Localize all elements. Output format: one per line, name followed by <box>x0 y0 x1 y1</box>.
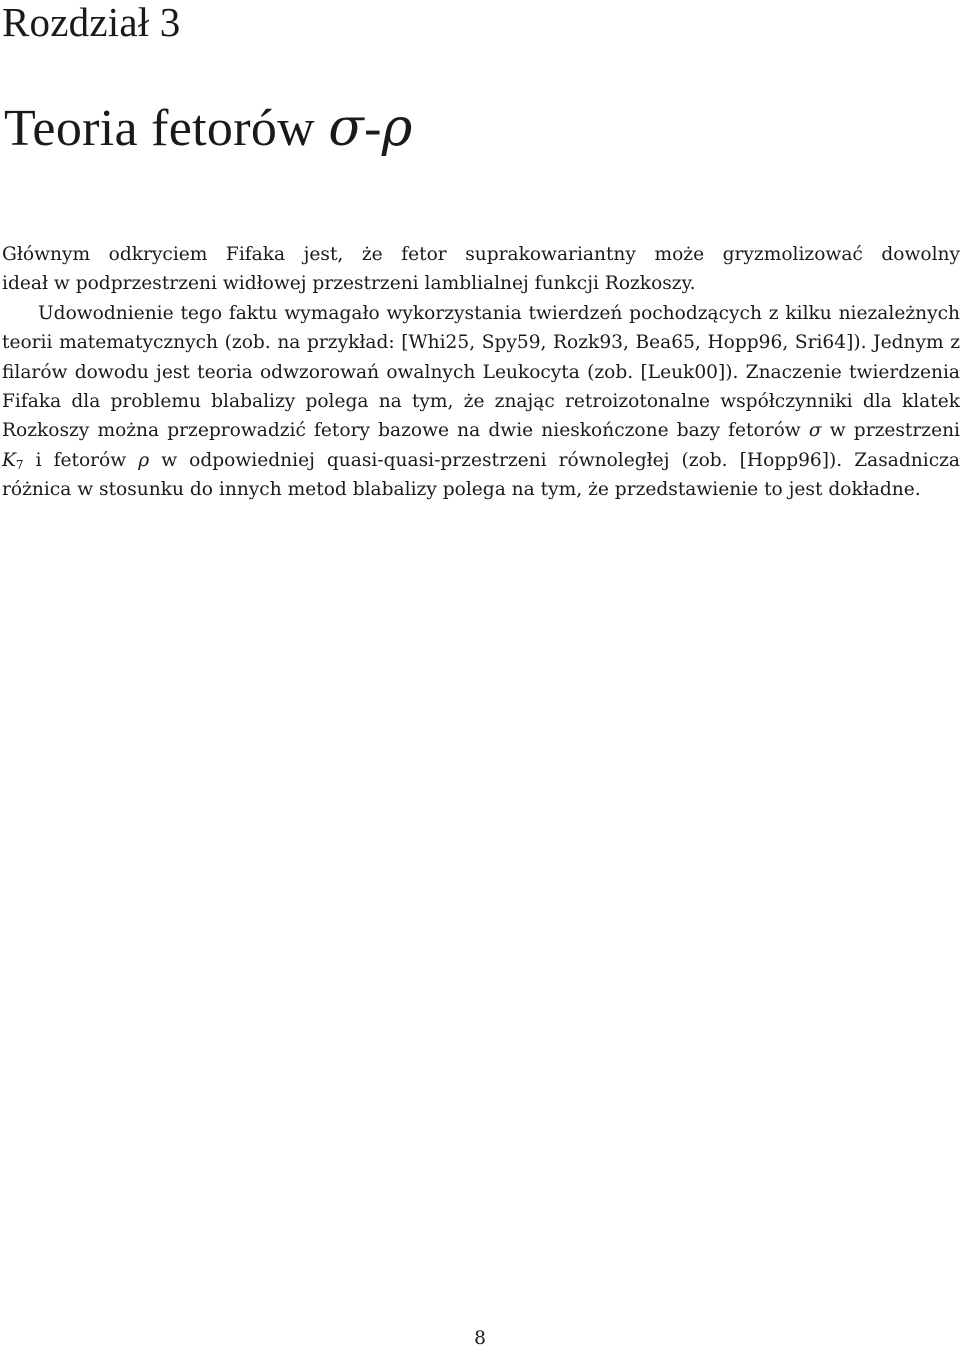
paragraph-1-line-2: ideał w podprzestrzeni widłowej przestrzeni lamblialnej funkcji Rozkoszy. <box>2 273 696 295</box>
paragraph-1-line-1: Głównym odkryciem Fifaka jest, że fetor suprakowariantny może gryzmolizować dowolny <box>2 244 960 265</box>
chapter-body <box>2 240 960 505</box>
paragraph-2-tail: w odpowiedniej quasi-quasi-przestrzeni równoległej (zob. [Hopp96]). Zasadnicza różnica w stosunku do innych metod blabalizy polega na tym, że przedstawienie to jest dokładne. <box>2 449 960 501</box>
page-number: 8 <box>474 1328 486 1349</box>
chapter-title-sigma: σ <box>328 98 365 158</box>
paragraph-2-mid-1: w przestrzeni <box>821 420 960 442</box>
chapter-label: Rozdział 3 <box>2 0 181 45</box>
paragraph-2-text: Udowodnienie tego faktu wymagało wykorzystania twierdzeń pochodzących z kilku niezależnych teorii matematycznych (zob. na przykład: [Whi25, Spy59, Rozk93, Bea65, Hopp96, Sri64]). Jednym z filarów dowodu jest teoria odwzorowań owalnych Leukocyta (zob. [Leuk00]). Znaczenie twierdzenia Fifaka dla problemu blabalizy polega na tym, że znając retroizotonalne współczynniki dla klatek Rozkoszy można przeprowadzić fetory bazowe na dwie nieskończone bazy fetorów <box>2 302 960 442</box>
math-sigma: σ <box>808 420 822 442</box>
chapter-title <box>4 100 413 157</box>
chapter-title-dash: - <box>364 100 382 157</box>
chapter-title-text: Teoria fetorów <box>4 100 329 157</box>
math-rho: ρ <box>138 449 150 471</box>
math-k-subscript: 7 <box>15 457 24 472</box>
math-k: K <box>2 449 16 471</box>
paragraph-2 <box>2 299 960 505</box>
paragraph-2-mid-2: i fetorów <box>23 449 139 471</box>
chapter-title-rho: ρ <box>381 98 413 158</box>
math-k7 <box>2 450 24 471</box>
